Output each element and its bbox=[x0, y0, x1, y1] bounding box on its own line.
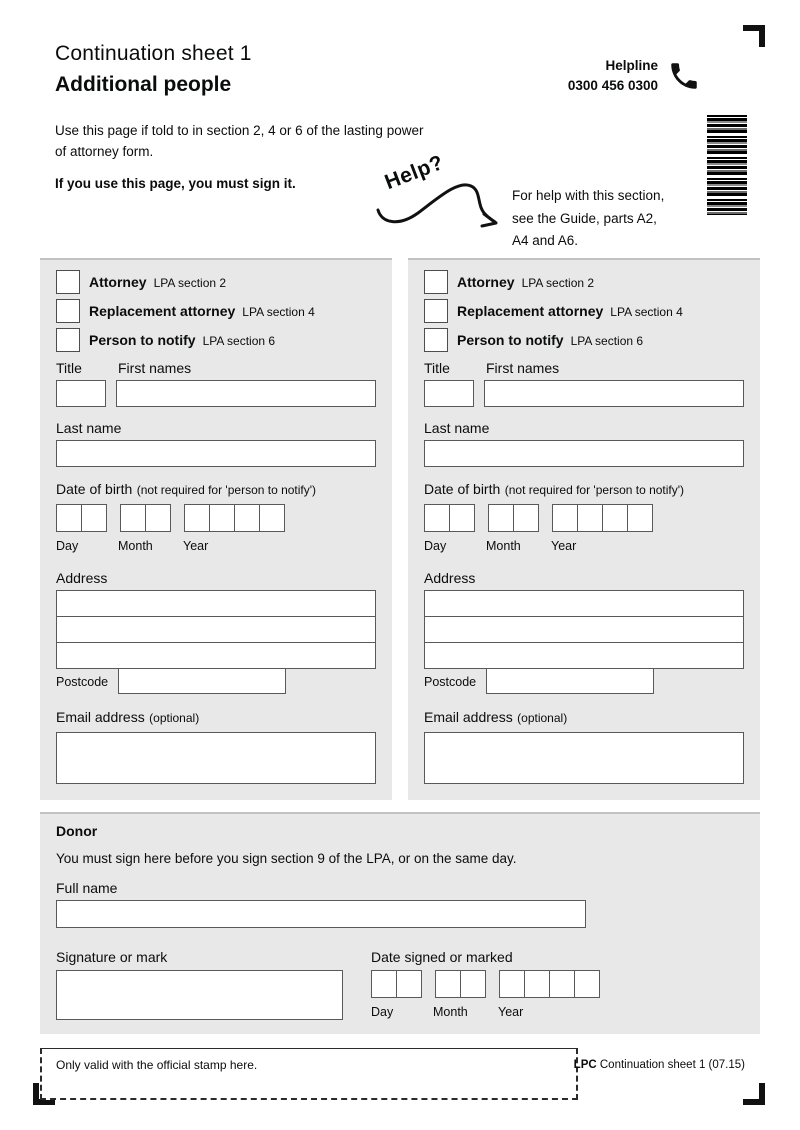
helpline-number: 0300 456 0300 bbox=[567, 77, 658, 93]
dob-year-group bbox=[184, 504, 285, 532]
helpline-label: Helpline bbox=[605, 58, 658, 73]
email-field[interactable] bbox=[56, 732, 376, 784]
help-note bbox=[512, 185, 664, 253]
dob-label-row bbox=[424, 481, 744, 499]
dob-day-cell-2[interactable] bbox=[81, 504, 107, 532]
month-label: Month bbox=[486, 539, 521, 553]
year-label: Year bbox=[498, 1005, 524, 1019]
donor-instruction: You must sign here before you sign section 9 of the LPA, or on the same day. bbox=[56, 851, 517, 866]
dob-day-cell-1[interactable] bbox=[56, 504, 82, 532]
person-to-notify-section: LPA section 6 bbox=[570, 333, 644, 348]
helpline-text bbox=[568, 56, 658, 95]
official-stamp-box bbox=[40, 1048, 578, 1100]
checkbox-row-attorney bbox=[424, 270, 744, 294]
dob-month-group bbox=[488, 504, 539, 532]
help-note-line3: A4 and A6. bbox=[512, 233, 579, 249]
dob-month-cell-1[interactable] bbox=[488, 504, 514, 532]
address-line-1[interactable] bbox=[56, 590, 376, 617]
person-to-notify-label: Person to notify bbox=[457, 332, 564, 348]
replacement-attorney-section: LPA section 4 bbox=[242, 304, 315, 319]
page-title-line1: Continuation sheet 1 bbox=[55, 42, 252, 65]
email-note: (optional) bbox=[517, 711, 568, 725]
day-label: Day bbox=[424, 539, 447, 553]
dob-month-cell-2[interactable] bbox=[145, 504, 171, 532]
full-name-field[interactable] bbox=[56, 900, 586, 928]
date-day-cell-1[interactable] bbox=[371, 970, 397, 998]
last-name-field[interactable] bbox=[424, 440, 744, 467]
signature-column bbox=[56, 949, 343, 1020]
date-year-group bbox=[499, 970, 600, 998]
email-label: Email address bbox=[56, 709, 145, 725]
first-names-label: First names bbox=[118, 360, 192, 376]
intro-bold-line: If you use this page, you must sign it. bbox=[55, 175, 296, 191]
dob-year-cell-4[interactable] bbox=[627, 504, 653, 532]
help-note-line1: For help with this section, bbox=[512, 188, 665, 203]
title-field[interactable] bbox=[56, 380, 106, 407]
donor-heading: Donor bbox=[56, 823, 98, 839]
postcode-field[interactable] bbox=[118, 668, 286, 694]
dob-year-cell-1[interactable] bbox=[184, 504, 210, 532]
donor-panel bbox=[40, 812, 760, 1034]
month-label: Month bbox=[433, 1005, 468, 1019]
replacement-attorney-label: Replacement attorney bbox=[89, 303, 236, 319]
email-label-row bbox=[56, 709, 376, 727]
date-year-cell-4[interactable] bbox=[574, 970, 600, 998]
dob-label: Date of birth bbox=[424, 481, 501, 497]
dob-dmy-labels bbox=[56, 539, 376, 553]
attorney-checkbox[interactable] bbox=[424, 270, 448, 294]
crop-mark-top-right bbox=[743, 25, 765, 47]
postcode-label: Postcode bbox=[424, 674, 477, 689]
attorney-label: Attorney bbox=[89, 274, 147, 290]
dob-day-group bbox=[424, 504, 475, 532]
date-signed-column bbox=[371, 949, 613, 1020]
intro-line1: Use this page if told to in section 2, 4 or 6 of the lasting power bbox=[55, 123, 424, 138]
year-label: Year bbox=[551, 539, 577, 553]
dob-month-group bbox=[120, 504, 171, 532]
date-year-cell-2[interactable] bbox=[524, 970, 550, 998]
dob-year-cell-3[interactable] bbox=[234, 504, 260, 532]
address-line-3[interactable] bbox=[424, 642, 744, 669]
dob-year-cell-2[interactable] bbox=[209, 504, 235, 532]
stamp-note: Only valid with the official stamp here. bbox=[56, 1058, 258, 1072]
address-line-1[interactable] bbox=[424, 590, 744, 617]
dob-year-cell-4[interactable] bbox=[259, 504, 285, 532]
date-day-cell-2[interactable] bbox=[396, 970, 422, 998]
helpline bbox=[568, 56, 701, 95]
title-label: Title bbox=[424, 360, 450, 376]
name-inputs bbox=[424, 380, 744, 407]
name-labels bbox=[424, 360, 744, 376]
barcode bbox=[707, 115, 747, 215]
postcode-label: Postcode bbox=[56, 674, 109, 689]
header bbox=[55, 42, 745, 97]
date-month-group bbox=[435, 970, 486, 998]
dob-year-cell-2[interactable] bbox=[577, 504, 603, 532]
dob-cells bbox=[56, 504, 376, 532]
person-panel-left bbox=[40, 258, 392, 800]
email-field[interactable] bbox=[424, 732, 744, 784]
day-label: Day bbox=[371, 1005, 394, 1019]
form-reference bbox=[574, 1059, 745, 1071]
form-reference-code: LPC bbox=[573, 1059, 597, 1071]
attorney-checkbox[interactable] bbox=[56, 270, 80, 294]
dob-day-cell-1[interactable] bbox=[424, 504, 450, 532]
email-note: (optional) bbox=[149, 711, 200, 725]
dob-dmy-labels bbox=[424, 539, 744, 553]
full-name-label: Full name bbox=[56, 880, 118, 896]
person-to-notify-checkbox[interactable] bbox=[56, 328, 80, 352]
intro-line2: of attorney form. bbox=[55, 143, 154, 159]
dob-day-cell-2[interactable] bbox=[449, 504, 475, 532]
month-label: Month bbox=[118, 539, 153, 553]
dob-label-row bbox=[56, 481, 376, 499]
dob-label: Date of birth bbox=[56, 481, 133, 497]
last-name-field[interactable] bbox=[56, 440, 376, 467]
attorney-label: Attorney bbox=[457, 274, 515, 290]
first-names-field[interactable] bbox=[484, 380, 744, 407]
person-panel-right bbox=[408, 258, 760, 800]
address-line-3[interactable] bbox=[56, 642, 376, 669]
dob-year-cell-1[interactable] bbox=[552, 504, 578, 532]
replacement-attorney-label: Replacement attorney bbox=[457, 303, 604, 319]
dob-month-cell-2[interactable] bbox=[513, 504, 539, 532]
date-month-cell-1[interactable] bbox=[435, 970, 461, 998]
address-label: Address bbox=[56, 570, 108, 586]
day-label: Day bbox=[56, 539, 79, 553]
date-signed-label: Date signed or marked bbox=[371, 949, 513, 965]
checkbox-row-replacement-attorney bbox=[424, 299, 744, 323]
last-name-label: Last name bbox=[56, 420, 122, 436]
date-year-cell-1[interactable] bbox=[499, 970, 525, 998]
dob-note: (not required for 'person to notify') bbox=[136, 483, 317, 497]
name-inputs bbox=[56, 380, 376, 407]
person-panels bbox=[40, 258, 760, 800]
dob-day-group bbox=[56, 504, 107, 532]
dob-cells bbox=[424, 504, 744, 532]
help-handwritten-text: Help? bbox=[381, 150, 447, 195]
crop-mark-bottom-right bbox=[743, 1083, 765, 1105]
email-label: Email address bbox=[424, 709, 513, 725]
date-signed-cells bbox=[371, 970, 613, 998]
address-label: Address bbox=[424, 570, 476, 586]
person-to-notify-label: Person to notify bbox=[89, 332, 196, 348]
first-names-label: First names bbox=[486, 360, 560, 376]
dob-year-cell-3[interactable] bbox=[602, 504, 628, 532]
checkbox-row-person-to-notify bbox=[56, 328, 376, 352]
postcode-row bbox=[424, 669, 744, 694]
title-field[interactable] bbox=[424, 380, 474, 407]
date-dmy-labels bbox=[371, 1005, 613, 1019]
phone-icon bbox=[667, 59, 701, 93]
attorney-section: LPA section 2 bbox=[153, 275, 227, 290]
replacement-attorney-checkbox[interactable] bbox=[424, 299, 448, 323]
help-arrow-icon bbox=[372, 160, 512, 248]
person-to-notify-checkbox[interactable] bbox=[424, 328, 448, 352]
first-names-field[interactable] bbox=[116, 380, 376, 407]
name-labels bbox=[56, 360, 376, 376]
page-title-line2: Additional people bbox=[55, 73, 232, 96]
title-label: Title bbox=[56, 360, 82, 376]
postcode-field[interactable] bbox=[486, 668, 654, 694]
year-label: Year bbox=[183, 539, 209, 553]
signature-label: Signature or mark bbox=[56, 949, 168, 965]
signature-row bbox=[56, 949, 744, 1020]
checkbox-row-person-to-notify bbox=[424, 328, 744, 352]
signature-field[interactable] bbox=[56, 970, 343, 1020]
replacement-attorney-section: LPA section 4 bbox=[610, 304, 683, 319]
checkbox-row-replacement-attorney bbox=[56, 299, 376, 323]
address-line-2[interactable] bbox=[424, 616, 744, 643]
replacement-attorney-checkbox[interactable] bbox=[56, 299, 80, 323]
postcode-row bbox=[56, 669, 376, 694]
date-year-cell-3[interactable] bbox=[549, 970, 575, 998]
form-reference-text: Continuation sheet 1 (07.15) bbox=[596, 1059, 745, 1071]
checkbox-row-attorney bbox=[56, 270, 376, 294]
address-line-2[interactable] bbox=[56, 616, 376, 643]
date-month-cell-2[interactable] bbox=[460, 970, 486, 998]
person-to-notify-section: LPA section 6 bbox=[202, 333, 276, 348]
email-label-row bbox=[424, 709, 744, 727]
last-name-label: Last name bbox=[424, 420, 490, 436]
dob-year-group bbox=[552, 504, 653, 532]
dob-month-cell-1[interactable] bbox=[120, 504, 146, 532]
dob-note: (not required for 'person to notify') bbox=[504, 483, 685, 497]
date-day-group bbox=[371, 970, 422, 998]
attorney-section: LPA section 2 bbox=[521, 275, 595, 290]
help-note-line2: see the Guide, parts A2, bbox=[512, 210, 657, 226]
